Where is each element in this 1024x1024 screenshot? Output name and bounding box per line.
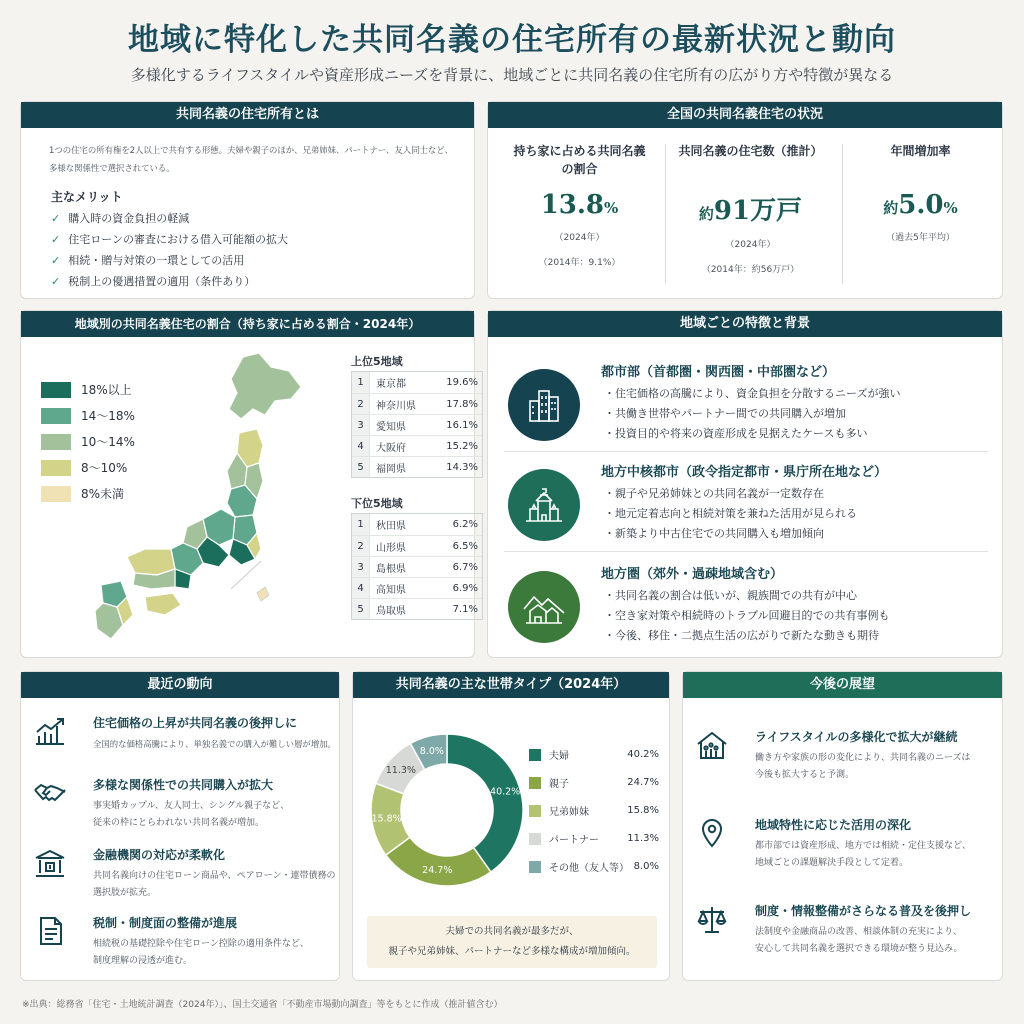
divider xyxy=(504,551,988,552)
stat-value xyxy=(502,190,657,220)
donut-legend-item xyxy=(529,747,659,762)
stat-number: 91万戸 xyxy=(713,196,803,226)
trend-desc-1: 共同名義向けの住宅ローン商品や、ペアローン・連帯債務の xyxy=(93,871,336,881)
donut-label-1: 24.7% xyxy=(422,865,453,877)
outlook-title: ライフスタイルの多様化で拡大が継続 xyxy=(755,730,958,744)
feature-urban xyxy=(504,361,980,457)
trend-desc xyxy=(93,868,335,902)
outlook-desc-1: 法制度や金融商品の改善、相談体制の充実により、 xyxy=(755,927,963,937)
top5-table xyxy=(351,371,483,478)
check-icon: ✓ xyxy=(51,275,61,288)
stat-number: 5.0 xyxy=(898,190,944,220)
rank: 3 xyxy=(352,557,370,577)
table-row xyxy=(352,577,482,598)
check-icon: ✓ xyxy=(51,233,61,246)
stat-sub-2: （2014年：9.1%） xyxy=(538,258,621,268)
merit-item xyxy=(51,252,244,268)
feature-line: ・新築より中古住宅での共同購入も増加傾向 xyxy=(604,527,824,540)
rank: 5 xyxy=(352,457,370,477)
stat-share xyxy=(502,142,657,268)
table-row xyxy=(352,556,482,577)
feature-title: 都市部（首都圏・関西圏・中部圏など） xyxy=(601,365,836,380)
tohoku xyxy=(227,429,263,517)
divider xyxy=(504,451,988,452)
trend-title: 税制・制度面の整備が進展 xyxy=(93,916,238,930)
stat-label-1: 持ち家に占める共同名義 xyxy=(513,144,646,158)
share: 6.9% xyxy=(452,582,478,594)
trend-desc-2: 制度理解の浸透が進む。 xyxy=(93,956,193,966)
prefecture: 高知県 xyxy=(376,584,406,596)
stat-unit: % xyxy=(604,199,619,217)
stat-prefix: 約 xyxy=(883,199,899,217)
prefecture: 東京都 xyxy=(376,379,406,390)
stat-sub-1: （2024年） xyxy=(554,233,605,243)
merit-text: 住宅ローンの審査における借入可能額の拡大 xyxy=(68,233,288,246)
household-note xyxy=(367,916,657,968)
intro-desc-1: 1つの住宅の所有権を2人以上で共有する形態。夫婦や親子のほか、兄弟姉妹、パートナー、友人同士など、 xyxy=(49,145,453,155)
okinawa-inset xyxy=(231,561,269,601)
legend-label: その他（友人等） xyxy=(549,863,629,874)
donut-legend-item xyxy=(529,831,659,846)
merits-title: 主なメリット xyxy=(51,190,123,204)
feature-line: ・住宅価格の高騰により、資金負担を分散するニーズが強い xyxy=(604,387,901,400)
donut-legend-item xyxy=(529,775,659,790)
trend-desc-1: 事実婚カップル、友人同士、シングル親子など、 xyxy=(93,801,290,811)
table-row xyxy=(352,372,482,393)
feature-line: ・共働き世帯やパートナー間での共同購入が増加 xyxy=(604,407,846,420)
divider xyxy=(665,144,666,284)
rank: 4 xyxy=(352,578,370,598)
merit-text: 税制上の優遇措置の適用（条件あり） xyxy=(68,275,256,288)
stat-sub-2: （2014年：約56万戸） xyxy=(701,265,800,275)
outlook-desc-1: 都市部では資産形成、地方では相続・定住支援など、 xyxy=(755,841,972,851)
intro-header: 共同名義の住宅所有とは xyxy=(21,102,474,128)
handshake-icon xyxy=(33,778,67,808)
kyushu xyxy=(95,581,133,639)
features-card xyxy=(487,310,1003,658)
legend-value: 15.8% xyxy=(627,805,659,816)
trends-card xyxy=(20,671,340,981)
rank: 3 xyxy=(352,415,370,435)
note-line-2: 親子や兄弟姉妹、パートナーなど多様な構成が増加傾向。 xyxy=(388,946,636,957)
national-header: 全国の共同名義住宅の状況 xyxy=(488,102,1002,128)
prefecture: 秋田県 xyxy=(376,521,406,532)
stat-unit: % xyxy=(943,199,958,217)
castle-icon xyxy=(508,469,580,541)
legend-label: 14〜18% xyxy=(81,409,135,423)
stat-label xyxy=(843,142,998,182)
top5-title: 上位5地域 xyxy=(351,355,403,368)
table-row xyxy=(352,598,482,619)
stat-count xyxy=(673,142,828,275)
donut-label-0: 40.2% xyxy=(490,786,521,798)
outlook-header: 今後の展望 xyxy=(683,672,1002,698)
family-house-icon xyxy=(695,730,729,760)
legend-label: パートナー xyxy=(549,835,599,846)
page-subtitle: 多様化するライフスタイルや資産形成ニーズを背景に、地域ごとに共同名義の住宅所有の広がり方や特徴が異なる xyxy=(130,66,894,84)
features-header: 地域ごとの特徴と背景 xyxy=(488,311,1002,337)
check-icon: ✓ xyxy=(51,254,61,267)
rank: 5 xyxy=(352,599,370,619)
trend-desc xyxy=(93,936,309,970)
merit-text: 相続・贈与対策の一環としての活用 xyxy=(68,254,245,267)
prefecture: 鳥取県 xyxy=(376,605,406,617)
japan-map xyxy=(61,349,341,649)
stat-prefix: 約 xyxy=(698,205,714,223)
city-icon xyxy=(508,369,580,441)
trend-desc xyxy=(93,798,289,832)
legend-swatch xyxy=(529,805,541,817)
outlook-desc-1: 働き方や家族の形の変化により、共同名義のニーズは xyxy=(755,753,971,763)
house-mountain-icon xyxy=(508,571,580,643)
donut-label-2: 15.8% xyxy=(371,813,402,825)
legend-label: 親子 xyxy=(549,779,569,790)
feature-line: ・投資目的や将来の資産形成を見据えたケースも多い xyxy=(604,427,868,440)
merit-item xyxy=(51,210,189,226)
legend-value: 11.3% xyxy=(627,833,659,844)
trend-title: 金融機関の対応が柔軟化 xyxy=(93,848,226,862)
stat-label-1: 年間増加率 xyxy=(890,144,951,158)
donut-label-4: 8.0% xyxy=(419,745,444,757)
legend-swatch xyxy=(529,749,541,761)
rank: 2 xyxy=(352,394,370,414)
prefecture: 大阪府 xyxy=(376,442,406,454)
prefecture: 福岡県 xyxy=(376,463,406,475)
donut-legend-item xyxy=(529,859,659,874)
feature-core-city xyxy=(504,461,980,557)
legend-label: 8%未満 xyxy=(81,487,125,501)
legend-swatch xyxy=(529,861,541,873)
bottom5-title: 下位5地域 xyxy=(351,497,403,510)
household-header: 共同名義の主な世帯タイプ（2024年） xyxy=(353,672,669,698)
stat-value xyxy=(843,190,998,220)
donut-slice-1 xyxy=(386,837,491,886)
table-row xyxy=(352,456,482,477)
legend-label: 夫婦 xyxy=(549,751,569,762)
trend-desc-2: 従来の枠にとらわれない共同名義が増加。 xyxy=(93,818,265,828)
merit-text: 購入時の資金負担の軽減 xyxy=(68,212,190,225)
feature-line: ・地元定着志向と相続対策を兼ねた活用が見られる xyxy=(604,507,857,520)
feature-rural xyxy=(504,563,980,659)
prefecture: 愛知県 xyxy=(376,421,406,433)
feature-line: ・親子や兄弟姉妹との共同名義が一定数存在 xyxy=(604,487,824,500)
chart-up-icon xyxy=(33,716,67,746)
share: 6.2% xyxy=(452,519,478,530)
legend-value: 8.0% xyxy=(633,861,659,872)
hokkaido xyxy=(229,353,301,419)
donut-legend-item xyxy=(529,803,659,818)
footnote: ※出典：総務省「住宅・土地統計調査（2024年）」、国土交通省「不動産市場動向調査」等をもとに作成（推計値含む） xyxy=(22,1000,503,1010)
outlook-card xyxy=(682,671,1003,981)
rank: 4 xyxy=(352,436,370,456)
donut-chart xyxy=(367,730,527,890)
share: 15.2% xyxy=(446,440,478,452)
shikoku xyxy=(145,593,181,615)
trend-desc xyxy=(93,736,336,753)
legend-swatch xyxy=(529,777,541,789)
table-row xyxy=(352,393,482,414)
donut-label-3: 11.3% xyxy=(385,765,416,777)
scale-icon xyxy=(695,904,729,934)
stat-label-2: の割合 xyxy=(561,162,598,176)
stat-sub-1: （2024年） xyxy=(725,240,776,250)
trend-title: 住宅価格の上昇が共同名義の後押しに xyxy=(93,716,298,730)
stat-value xyxy=(673,190,828,227)
feature-line: ・共同名義の割合は低いが、親族間での共有が中心 xyxy=(604,589,857,602)
feature-line: ・空き家対策や相続時のトラブル回避目的での共有事例も xyxy=(604,609,890,622)
check-icon: ✓ xyxy=(51,212,61,225)
note-line-1: 夫婦での共同名義が最多だが、 xyxy=(445,926,579,937)
table-row xyxy=(352,535,482,556)
stat-growth xyxy=(843,142,998,243)
outlook-desc-2: 安心して共同名義を選択できる環境が整う見込み。 xyxy=(755,944,963,954)
outlook-title: 地域特性に応じた活用の深化 xyxy=(755,818,912,832)
bottom5-table xyxy=(351,513,483,620)
trend-title: 多様な関係性での共同購入が拡大 xyxy=(93,778,274,792)
donut-slice-0 xyxy=(447,734,523,872)
prefecture: 山形県 xyxy=(376,542,406,554)
trend-desc-1: 相続税の基礎控除や住宅ローン控除の適用条件など、 xyxy=(93,939,309,949)
share: 7.1% xyxy=(452,603,478,615)
stat-label xyxy=(502,142,657,182)
outlook-desc xyxy=(755,750,971,784)
legend-value: 40.2% xyxy=(627,749,659,760)
rank: 1 xyxy=(352,514,370,535)
feature-title: 地方圏（郊外・過疎地域含む） xyxy=(601,567,784,582)
stat-sub-1: （過去5年平均） xyxy=(886,233,955,243)
page-title: 地域に特化した共同名義の住宅所有の最新状況と動向 xyxy=(128,22,896,58)
map-card xyxy=(20,310,478,658)
share: 14.3% xyxy=(446,461,478,473)
legend-value: 24.7% xyxy=(627,777,659,788)
feature-line: ・今後、移住・二拠点生活の広がりで新たな動きも期待 xyxy=(604,629,879,642)
trend-desc-1: 全国的な価格高騰により、単独名義での購入が難しい層が増加。 xyxy=(93,739,336,749)
share: 6.7% xyxy=(452,561,478,573)
feature-title: 地方中核都市（政令指定都市・県庁所在地など） xyxy=(601,465,888,480)
share: 6.5% xyxy=(452,540,478,552)
outlook-desc-2: 今後も拡大すると予測。 xyxy=(755,770,855,780)
rank: 1 xyxy=(352,372,370,393)
location-pin-icon xyxy=(695,818,729,848)
stat-label xyxy=(673,142,828,182)
prefecture: 神奈川県 xyxy=(376,400,416,412)
outlook-desc xyxy=(755,838,971,872)
share: 16.1% xyxy=(446,419,478,431)
legend-label: 10〜14% xyxy=(81,435,135,449)
outlook-desc xyxy=(755,924,963,958)
merit-item xyxy=(51,273,255,289)
national-card xyxy=(487,101,1003,299)
stat-number: 13.8 xyxy=(540,190,605,220)
map-header: 地域別の共同名義住宅の割合（持ち家に占める割合・2024年） xyxy=(21,311,474,337)
table-row xyxy=(352,435,482,456)
legend-swatch xyxy=(529,833,541,845)
household-card xyxy=(352,671,670,981)
trends-header: 最近の動向 xyxy=(21,672,339,698)
outlook-title: 制度・情報整備がさらなる普及を後押し xyxy=(755,904,972,918)
bank-icon xyxy=(33,848,67,878)
table-row xyxy=(352,414,482,435)
rank: 2 xyxy=(352,536,370,556)
intro-card xyxy=(20,101,475,299)
outlook-desc-2: 地域ごとの課題解決手段として定着。 xyxy=(755,858,909,868)
stat-label-1: 共同名義の住宅数（推計） xyxy=(678,144,823,158)
chugoku xyxy=(127,549,175,589)
legend-label: 兄弟姉妹 xyxy=(549,807,589,818)
merit-item xyxy=(51,231,288,247)
document-icon xyxy=(33,916,67,946)
intro-desc-2: 多様な関係性で選択されている。 xyxy=(49,163,175,173)
legend-label: 8〜10% xyxy=(81,461,128,475)
share: 17.8% xyxy=(446,398,478,410)
table-row xyxy=(352,514,482,535)
prefecture: 島根県 xyxy=(376,563,406,575)
share: 19.6% xyxy=(446,377,478,388)
trend-desc-2: 選択肢が拡充。 xyxy=(93,888,157,898)
legend-label: 18%以上 xyxy=(81,383,132,397)
